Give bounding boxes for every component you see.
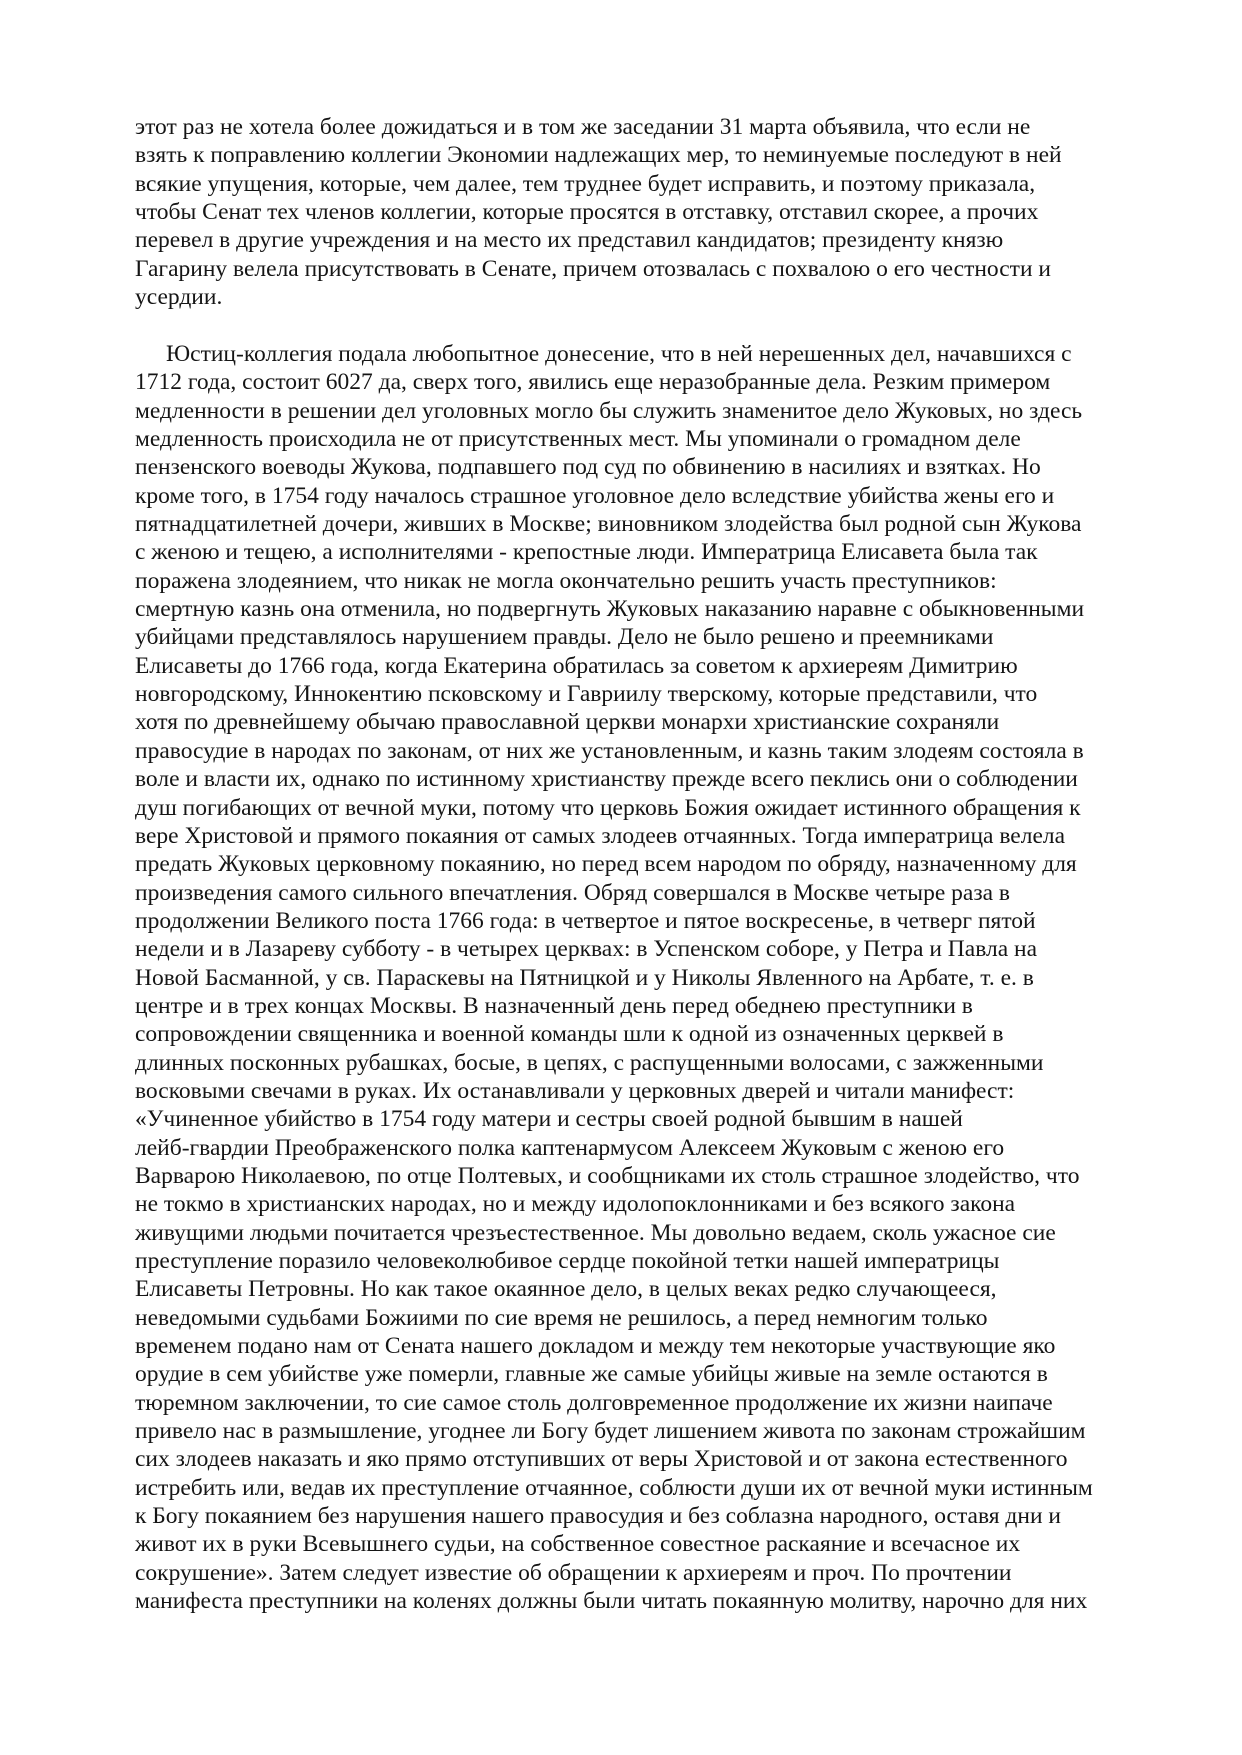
text-line: с женою и тещею, а исполнителями - крепостные люди. Императрица Елисавета была так xyxy=(135,539,1038,566)
text-line: истребить или, ведав их преступление отчаянное, соблюсти души их от вечной муки истинным xyxy=(135,1474,1093,1501)
text-line: предать Жуковых церковному покаянию, но перед всем народом по обряду, назначенному для xyxy=(135,851,1077,878)
paragraph-1 xyxy=(135,113,1135,311)
text-line: кроме того, в 1754 году началось страшное уголовное дело вследствие убийства жены его и xyxy=(135,482,1055,509)
text-line: смертную казнь она отменила, но подвергнуть Жуковых наказанию наравне с обыкновенными xyxy=(135,596,1085,623)
text-line: пензенского воеводы Жукова, подпавшего под суд по обвинению в насилиях и взятках. Но xyxy=(135,454,1041,481)
text-line: к Богу покаянием без нарушения нашего правосудия и без соблазна народного, оставя дни и xyxy=(135,1503,1061,1530)
text-line: орудие в сем убийстве уже померли, главные же самые убийцы живые на земле остаются в xyxy=(135,1361,1048,1388)
text-line: воле и власти их, однако по истинному христианству прежде всего пеклись они о соблюдении xyxy=(135,766,1078,793)
text-line: временем подано нам от Сената нашего докладом и между тем некоторые участвующие яко xyxy=(135,1333,1056,1360)
text-line: поражена злодеянием, что никак не могла окончательно решить участь преступников: xyxy=(135,567,997,594)
text-line: 1712 года, состоит 6027 да, сверх того, явились еще неразобранные дела. Резким примером xyxy=(135,369,1051,396)
text-line: восковыми свечами в руках. Их останавливали у церковных дверей и читали манифест: xyxy=(135,1077,1015,1104)
text-line: длинных посконных рубашках, босые, в цепях, с распущенными волосами, с зажженными xyxy=(135,1049,1044,1076)
text-line: привело нас в размышление, угоднее ли Богу будет лишением живота по законам строжайшим xyxy=(135,1418,1086,1445)
text-line: взять к поправлению коллегии Экономии надлежащих мер, то неминуемые последуют в ней xyxy=(135,142,1062,169)
text-line: усердии. xyxy=(135,284,223,311)
text-line: Новой Басманной, у св. Параскевы на Пятницкой и у Николы Явленного на Арбате, т. е. в xyxy=(135,964,1034,991)
text-line: манифеста преступники на коленях должны были читать покаянную молитву, нарочно для них xyxy=(135,1588,1088,1615)
text-line: медленности в решении дел уголовных могло бы служить знаменитое дело Жуковых, но здесь xyxy=(135,397,1083,424)
text-line: медленность происходила не от присутственных мест. Мы упоминали о громадном деле xyxy=(135,426,1021,453)
text-line: продолжении Великого поста 1766 года: в четвертое и пятое воскресенье, в четверг пятой xyxy=(135,907,1036,934)
text-line: сокрушение». Затем следует известие об обращении к архиереям и проч. По прочтении xyxy=(135,1559,1012,1586)
text-line: убийцами представлялось нарушением правды. Дело не было решено и преемниками xyxy=(135,624,994,651)
text-line: правосудие в народах по законам, от них же установленным, и казнь таким злодеям состояла в xyxy=(135,737,1084,764)
text-line: вере Христовой и прямого покаяния от самых злодеев отчаянных. Тогда императрица велела xyxy=(135,822,1066,849)
text-line: живот их в руки Всевышнего судьи, на собственное совестное раскаяние и всечасное их xyxy=(135,1531,1021,1558)
text-line: новгородскому, Иннокентию псковскому и Гавриилу тверскому, которые представили, что xyxy=(135,681,1038,708)
text-line: живущими людьми почитается чрезъестественное. Мы довольно ведаем, сколь ужасное сие xyxy=(135,1219,1056,1246)
text-line: произведения самого сильного впечатления. Обряд совершался в Москве четыре раза в xyxy=(135,879,1011,906)
text-line: не токмо в христианских народах, но и между идолопоклонниками и без всякого закона xyxy=(135,1191,1016,1218)
text-line: преступление поразило человеколюбивое сердце покойной тетки нашей императрицы xyxy=(135,1248,1000,1274)
text-line: Юстиц-коллегия подала любопытное донесение, что в ней нерешенных дел, начавшихся с xyxy=(166,341,1072,367)
text-line: Елисаветы до 1766 года, когда Екатерина обратилась за советом к архиереям Димитрию xyxy=(135,652,1018,679)
text-line: неведомыми судьбами Божиими по сие время не решилось, а перед немногим только xyxy=(135,1304,988,1331)
text-line: сопровождении священника и военной команды шли к одной из означенных церквей в xyxy=(135,1021,1004,1048)
text-line: лейб-гвардии Преображенского полка каптенармусом Алексеем Жуковым с женою его xyxy=(135,1134,1005,1161)
text-line: тюремном заключении, то сие самое столь долговременное продолжение их жизни наипаче xyxy=(135,1389,1053,1416)
text-line: сих злодеев наказать и яко прямо отступивших от веры Христовой и от закона естественного xyxy=(135,1446,1068,1473)
text-line: хотя по древнейшему обычаю православной церкви монархи христианские сохраняли xyxy=(135,709,1000,736)
text-line: этот раз не хотела более дожидаться и в том же заседании 31 марта объявила, что если не xyxy=(135,114,1031,140)
paragraph-2 xyxy=(135,340,1135,1615)
text-line: Гагарину велела присутствовать в Сенате, причем отозвалась с похвалою о его честности и xyxy=(135,255,1051,282)
text-line: душ погибающих от вечной муки, потому что церковь Божия ожидает истинного обращения к xyxy=(135,794,1081,821)
text-line: перевел в другие учреждения и на место их представил кандидатов; президенту князю xyxy=(135,227,1004,254)
text-line: чтобы Сенат тех членов коллегии, которые просятся в отставку, отставил скорее, а прочих xyxy=(135,199,1039,226)
text-line: центре и в трех концах Москвы. В назначенный день перед обеднею преступники в xyxy=(135,992,973,1019)
text-line: Елисаветы Петровны. Но как такое окаянное дело, в целых веках редко случающееся, xyxy=(135,1276,997,1303)
text-line: «Учиненное убийство в 1754 году матери и сестры своей родной бывшим в нашей xyxy=(135,1106,963,1133)
text-line: Варварою Николаевою, по отце Полтевых, и сообщниками их столь страшное злодейство, что xyxy=(135,1162,1080,1189)
text-line: всякие упущения, которые, чем далее, тем труднее будет исправить, и поэтому приказала, xyxy=(135,170,1036,197)
text-line: пятнадцатилетней дочери, живших в Москве; виновником злодейства был родной сын Жукова xyxy=(135,511,1082,538)
text-line: недели и в Лазареву субботу - в четырех церквах: в Успенском соборе, у Петра и Павла на xyxy=(135,936,1038,963)
